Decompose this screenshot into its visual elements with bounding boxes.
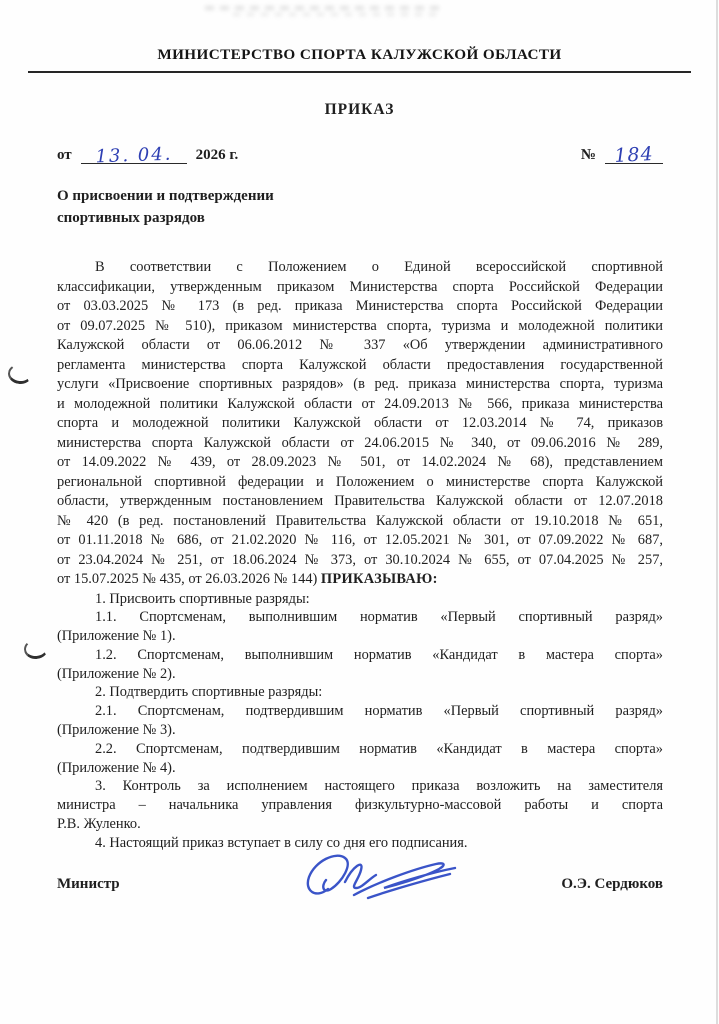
preamble-paragraph: В соответствии с Положением о Единой всероссийской спортивной классификации, утвержденным приказом Министерства спорта Российской Федерации от 03.03.2025 № 173 (в ред. приказа Министерства спорта Российской Федерации от 09.07.2025 № 510), приказом министерства спорта, туризма и молодежной политики Калужской области от 06.06.2012 № 337 «Об утверждении административного регламента министерства спорта Калужской области предоставления государственной услуги «Присвоение спортивных разрядов» (в ред. приказа министерства спорта, туризма и молодежной политики Калужской области от 24.09.2013 № 566, приказа министерства спорта и молодежной политики Калужской области от 12.03.2014 № 74, приказов министерства спорта Калужской области от 24.06.2015 № 340, от 09.06.2016 № 289, от 14.09.2022 № 439, от 28.09.2023 № 501, от 14.02.2024 № 68), представлением региональной спортивной федерации и Положением о министерстве спорта Калужской области, утвержденным постановлением Правительства Калужской области от 12.07.2018 № 420 (в ред. постановлений Правительства Калужской области от 19.10.2018 № 651, от 01.11.2018 № 686, от 21.02.2020 № 116, от 12.05.2021 № 301, от 07.09.2022 № 687, от 23.04.2024 № 251, от 18.06.2024 № 373, от 30.10.2024 № 655, от 07.04.2025 № 257, от 15.07.2025 № 435, от 26.03.2026 № 144) ПРИКАЗЫВАЮ:: [57, 258, 663, 590]
order-item-3: 3. Контроль за исполнением настоящего приказа возложить на заместителя министра – начальника управления физкультурно-массовой работы и спорта Р.В. Жуленко.: [57, 778, 663, 833]
preamble-last-line: от 15.07.2025 № 435, от 26.03.2026 № 144) ПРИКАЗЫВАЮ:: [57, 571, 438, 587]
order-body: [57, 258, 663, 853]
order-item-2-1: 2.1. Спортсменам, подтвердившим норматив «Первый спортивный разряд» (Приложение № 3).: [57, 703, 663, 739]
decree-word: ПРИКАЗЫВАЮ:: [320, 571, 438, 587]
order-item-1: 1. Присвоить спортивные разряды:: [95, 590, 310, 607]
number-group: [580, 142, 663, 168]
order-item-2-2: 2.2. Спортсменам, подтвердившим норматив «Кандидат в мастера спорта» (Приложение № 4).: [57, 740, 663, 776]
ministry-header: МИНИСТЕРСТВО СПОРТА КАЛУЖСКОЙ ОБЛАСТИ: [157, 46, 562, 63]
number-blank-line: [605, 142, 663, 168]
order-subject: [57, 186, 397, 229]
order-item-2: 2. Подтвердить спортивные разряды:: [95, 684, 323, 701]
handwritten-number: 184: [613, 142, 655, 168]
scan-artifact-mark: [7, 363, 33, 385]
order-title: ПРИКАЗ: [324, 101, 395, 118]
minister-title: Министр: [57, 876, 120, 892]
date-blank-line: [81, 143, 187, 168]
date-year-label: 2026 г.: [195, 147, 239, 163]
handwritten-date: 13. 04.: [94, 143, 173, 168]
order-item-1-1: 1.1. Спортсменам, выполнившим норматив «Первый спортивный разряд» (Приложение № 1).: [57, 609, 663, 645]
order-item-4: 4. Настоящий приказ вступает в силу со дня его подписания.: [95, 834, 468, 851]
date-prefix-label: от: [57, 147, 72, 163]
order-item-1-2: 1.2. Спортсменам, выполнившим норматив «Кандидат в мастера спорта» (Приложение № 2).: [57, 646, 663, 682]
header-rule: [28, 71, 691, 73]
order-items: [57, 590, 663, 853]
subject-line: О присвоении и подтверждении: [57, 188, 274, 204]
minister-name: О.Э. Сердюков: [561, 876, 663, 892]
scan-edge-line: [716, 0, 718, 1024]
minister-signature: [290, 843, 480, 918]
scan-bleed-artifact: [205, 3, 495, 19]
scan-artifact-mark: [23, 638, 49, 660]
subject-line: спортивных разрядов: [57, 209, 205, 226]
date-group: [57, 143, 239, 168]
date-number-row: [57, 136, 663, 168]
number-label: №: [580, 147, 596, 163]
